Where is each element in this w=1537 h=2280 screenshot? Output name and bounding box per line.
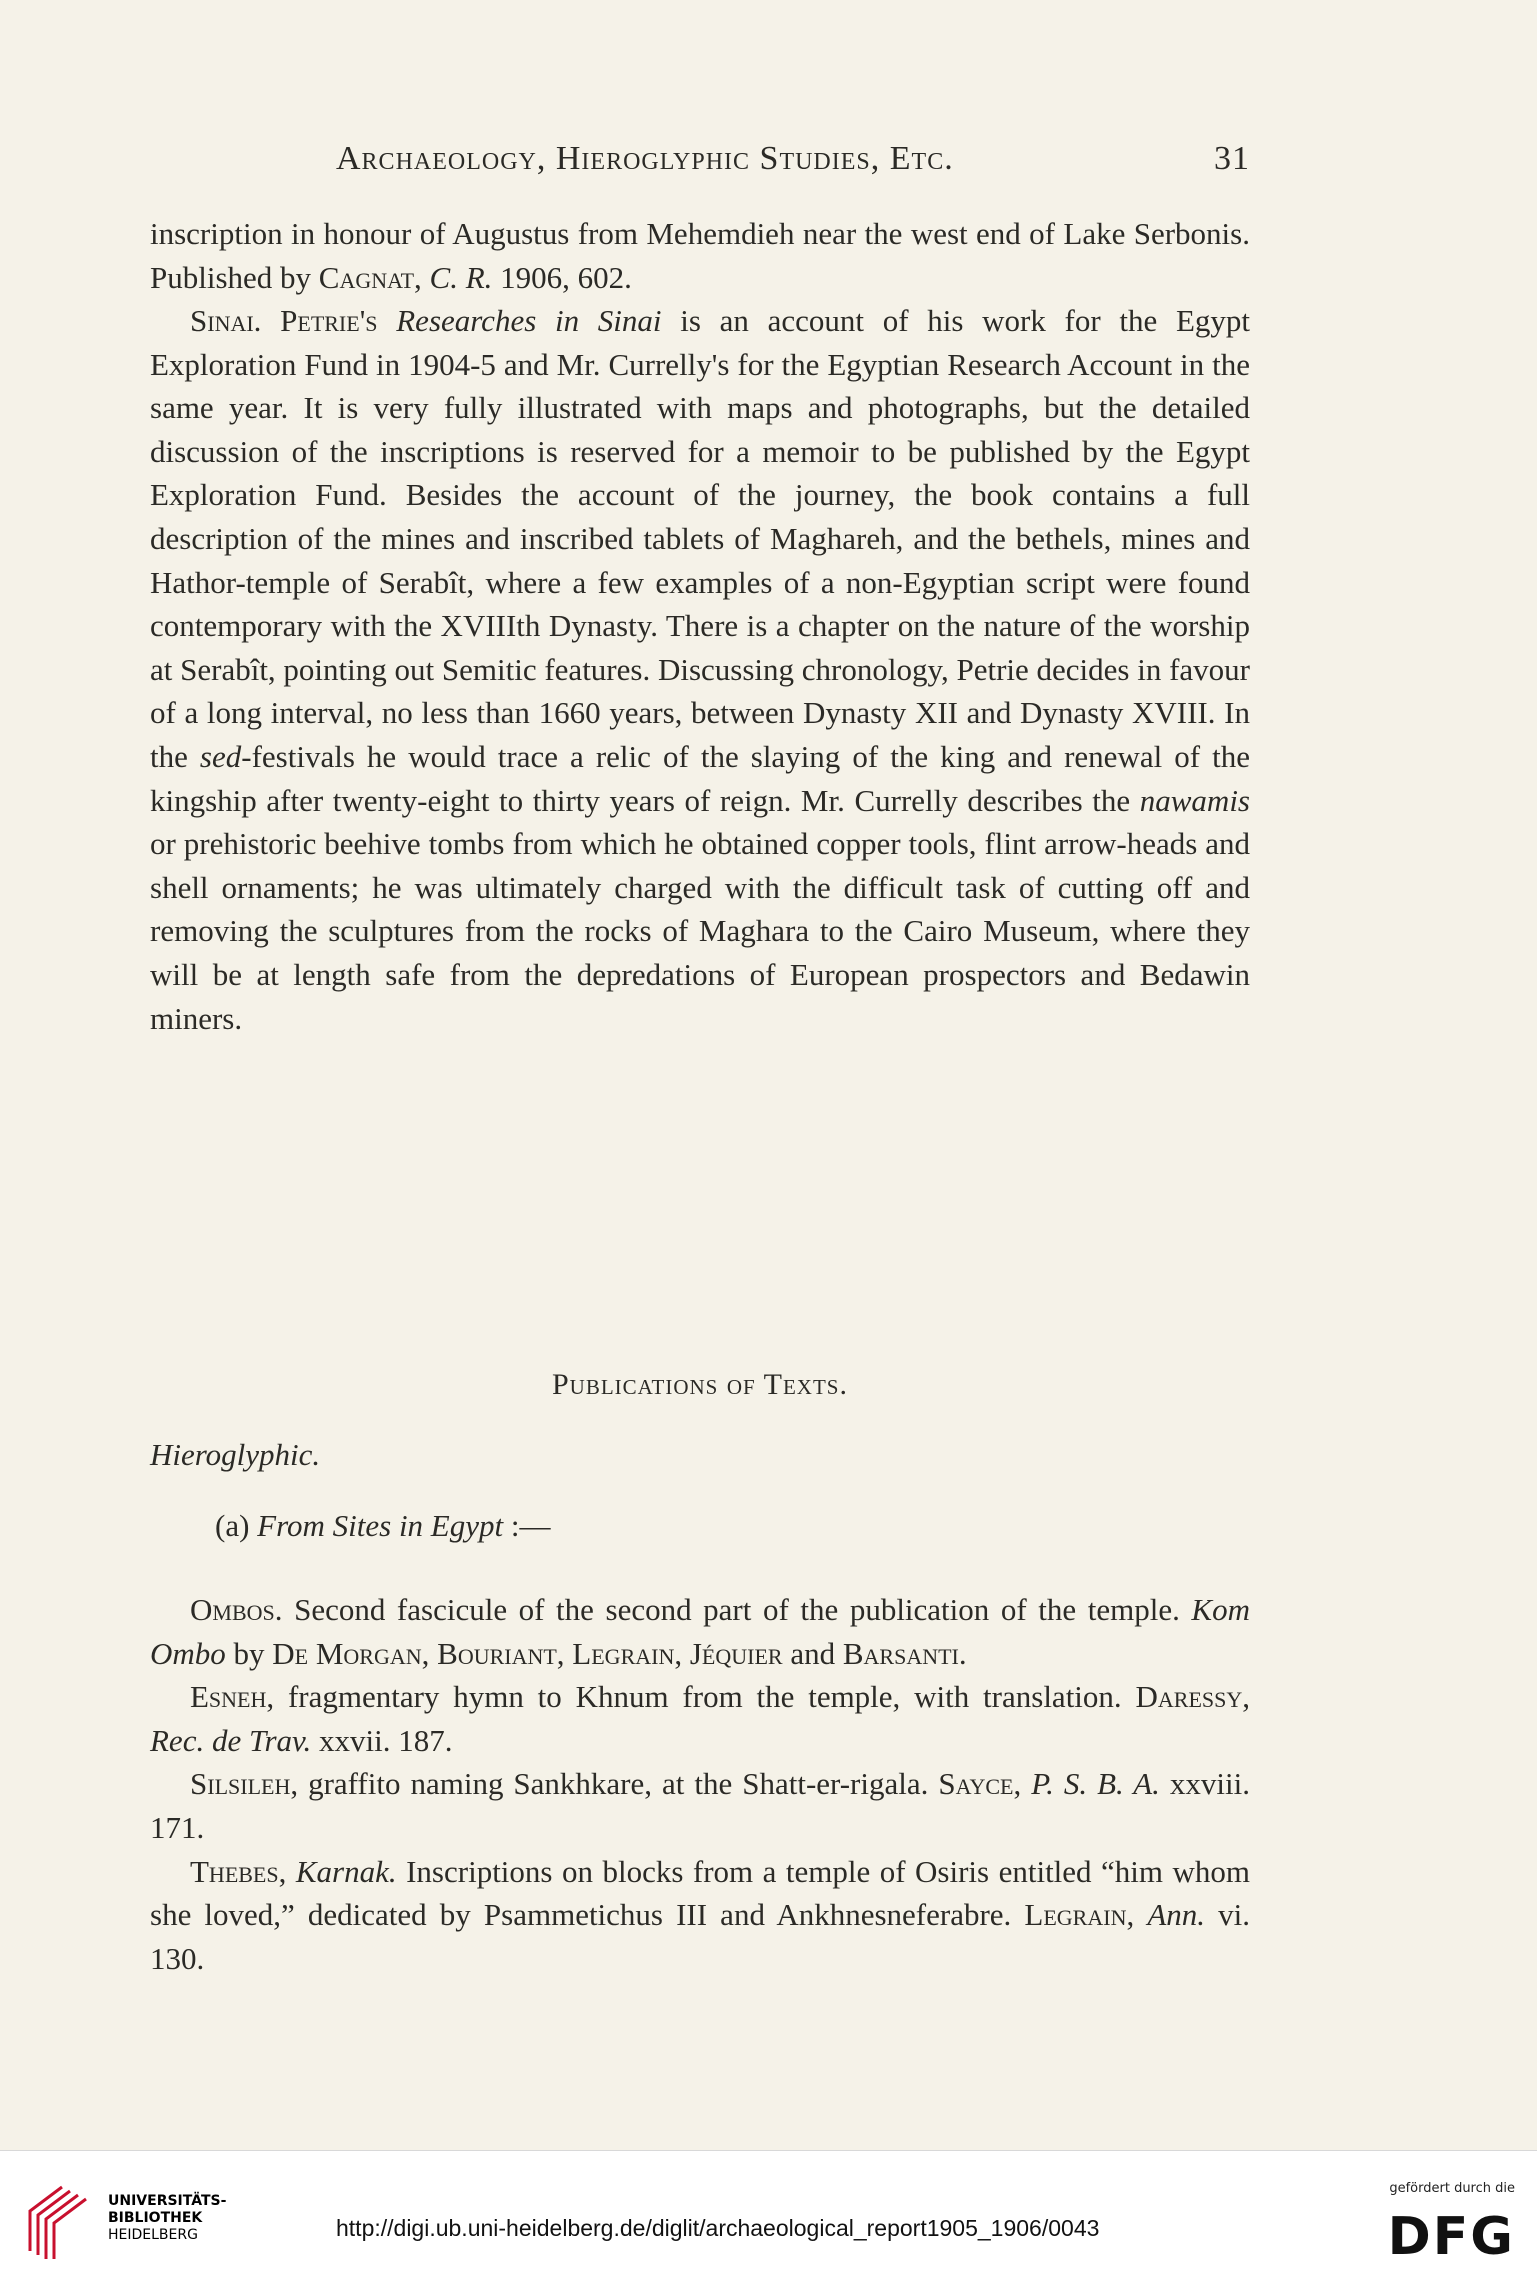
- page-number: 31: [1214, 140, 1250, 177]
- sub-title: From Sites in Egypt: [257, 1508, 504, 1543]
- entry-thebes: [150, 1850, 1250, 1981]
- esneh-ref-post: xxvii. 187.: [311, 1722, 453, 1758]
- subheading-sites: [215, 1508, 551, 1544]
- esneh-author: Daressy,: [1135, 1679, 1250, 1715]
- para1-author: Cagnat: [318, 259, 415, 295]
- para1-ref-post: 1906, 602.: [492, 259, 632, 295]
- para1-ref: C. R.: [429, 259, 493, 295]
- library-name: [108, 2193, 226, 2244]
- para1-ref-pre: ,: [414, 259, 430, 295]
- ombos-and: and: [782, 1635, 843, 1671]
- entry-esneh: [150, 1675, 1250, 1762]
- thebes-ref-post: vi. 130.: [150, 1897, 1250, 1976]
- digitization-footer: [0, 2150, 1537, 2280]
- sinai-body: is an account of his work for the Egypt Exploration Fund in 1904-5 and Mr. Currelly's for the Egyptian Research Account in the same year. It is very fully illustrated with maps and photographs, but the detailed discussion of the inscriptions is reserved for a memoir to be published by the Egypt Exploration Fund. Besides the account of the journey, the book contains a full description of the mines and inscribed tablets of Maghareh, and the bethels, mines and Hathor-temple of Serabît, where a few examples of a non-Egyptian script were found contemporary with the XVIIIth Dynasty. There is a chapter on the nature of the worship at Serabît, pointing out Semitic features. Discussing chronology, Petrie decides in favour of a long interval, no less than 1660 years, between Dynasty XII and Dynasty XVIII. In the: [150, 303, 1251, 774]
- esneh-ref: Rec. de Trav.: [150, 1722, 312, 1758]
- sinai-sed: sed: [199, 738, 242, 774]
- permalink-url[interactable]: http://digi.ub.uni-heidelberg.de/diglit/archaeological_report1905_1906/0043: [336, 2215, 1100, 2241]
- sinai-body3: or prehistoric beehive tombs from which he obtained copper tools, flint arrow-heads and shell ornaments; he was ultimately charged with the difficult task of cutting off and removing the sculptures from the rocks of Maghara to the Cairo Museum, where they will be at length safe from the depredations of European prospectors and Bedawin miners.: [150, 826, 1250, 1036]
- library-line-1: UNIVERSITÄTS-: [108, 2193, 227, 2209]
- ombos-by: by: [225, 1635, 273, 1671]
- thebes-author: Legrain,: [1024, 1897, 1135, 1933]
- sinai-body2: -festivals he would trace a relic of the slaying of the king and renewal of the kingship after twenty-eight to thirty years of reign. Mr. Currelly describes the: [150, 738, 1250, 818]
- sinai-place: Sinai.: [190, 303, 262, 338]
- thebes-title: Karnak.: [295, 1853, 397, 1889]
- esneh-body: fragmentary hymn to Khnum from the temple, with translation.: [274, 1679, 1136, 1715]
- ombos-title: Kom Ombo: [150, 1592, 1250, 1671]
- para1-body: inscription in honour of Augustus from Mehemdieh near the west end of Lake Serbonis. Published by: [150, 216, 1250, 295]
- silsileh-body: graffito naming Sankhkare, at the Shatt-er-rigala.: [298, 1766, 939, 1802]
- entry-silsileh: [150, 1762, 1250, 1849]
- library-logo-icon: [22, 2181, 92, 2261]
- running-head: [150, 140, 1250, 184]
- funded-by-label: gefördert durch die: [1389, 2181, 1515, 2196]
- library-line-2: BIBLIOTHEK: [108, 2210, 203, 2226]
- subheading-hieroglyphic: Hieroglyphic.: [150, 1437, 321, 1472]
- silsileh-ref: P. S. B. A.: [1031, 1766, 1160, 1802]
- sinai-author: Petrie's: [280, 303, 378, 338]
- sub-label: (a): [215, 1508, 258, 1543]
- sub-dash: :—: [503, 1508, 551, 1543]
- thebes-ref: Ann.: [1147, 1897, 1206, 1933]
- thebes-place: Thebes,: [190, 1853, 287, 1889]
- running-title: Archaeology, Hieroglyphic Studies, Etc.: [336, 140, 954, 177]
- paragraph-sinai: [150, 299, 1250, 1040]
- silsileh-ref-post: xxviii. 171.: [150, 1766, 1250, 1845]
- esneh-place: Esneh,: [190, 1679, 275, 1715]
- ombos-authors: De Morgan, Bouriant, Legrain, Jéquier: [272, 1635, 783, 1671]
- entries: [150, 1588, 1250, 1980]
- sinai-title: Researches in Sinai: [396, 303, 662, 338]
- silsileh-author: Sayce,: [938, 1766, 1022, 1802]
- library-line-3: HEIDELBERG: [108, 2227, 198, 2243]
- ombos-place: Ombos.: [190, 1592, 283, 1627]
- thebes-body: Inscriptions on blocks from a temple of Osiris entitled “him whom she loved,” dedicated by Psammetichus III and Ankhnesneferabre.: [150, 1853, 1251, 1933]
- dfg-logo: DFG: [1387, 2207, 1515, 2267]
- section-heading: Publications of Texts.: [552, 1368, 848, 1401]
- ombos-body: Second fascicule of the second part of the publication of the temple.: [282, 1592, 1192, 1627]
- ombos-author2: Barsanti.: [842, 1635, 967, 1671]
- entry-ombos: [150, 1588, 1250, 1675]
- sinai-nawamis: nawamis: [1139, 782, 1250, 818]
- paragraph-augustus: [150, 212, 1250, 299]
- silsileh-place: Silsileh,: [190, 1766, 299, 1802]
